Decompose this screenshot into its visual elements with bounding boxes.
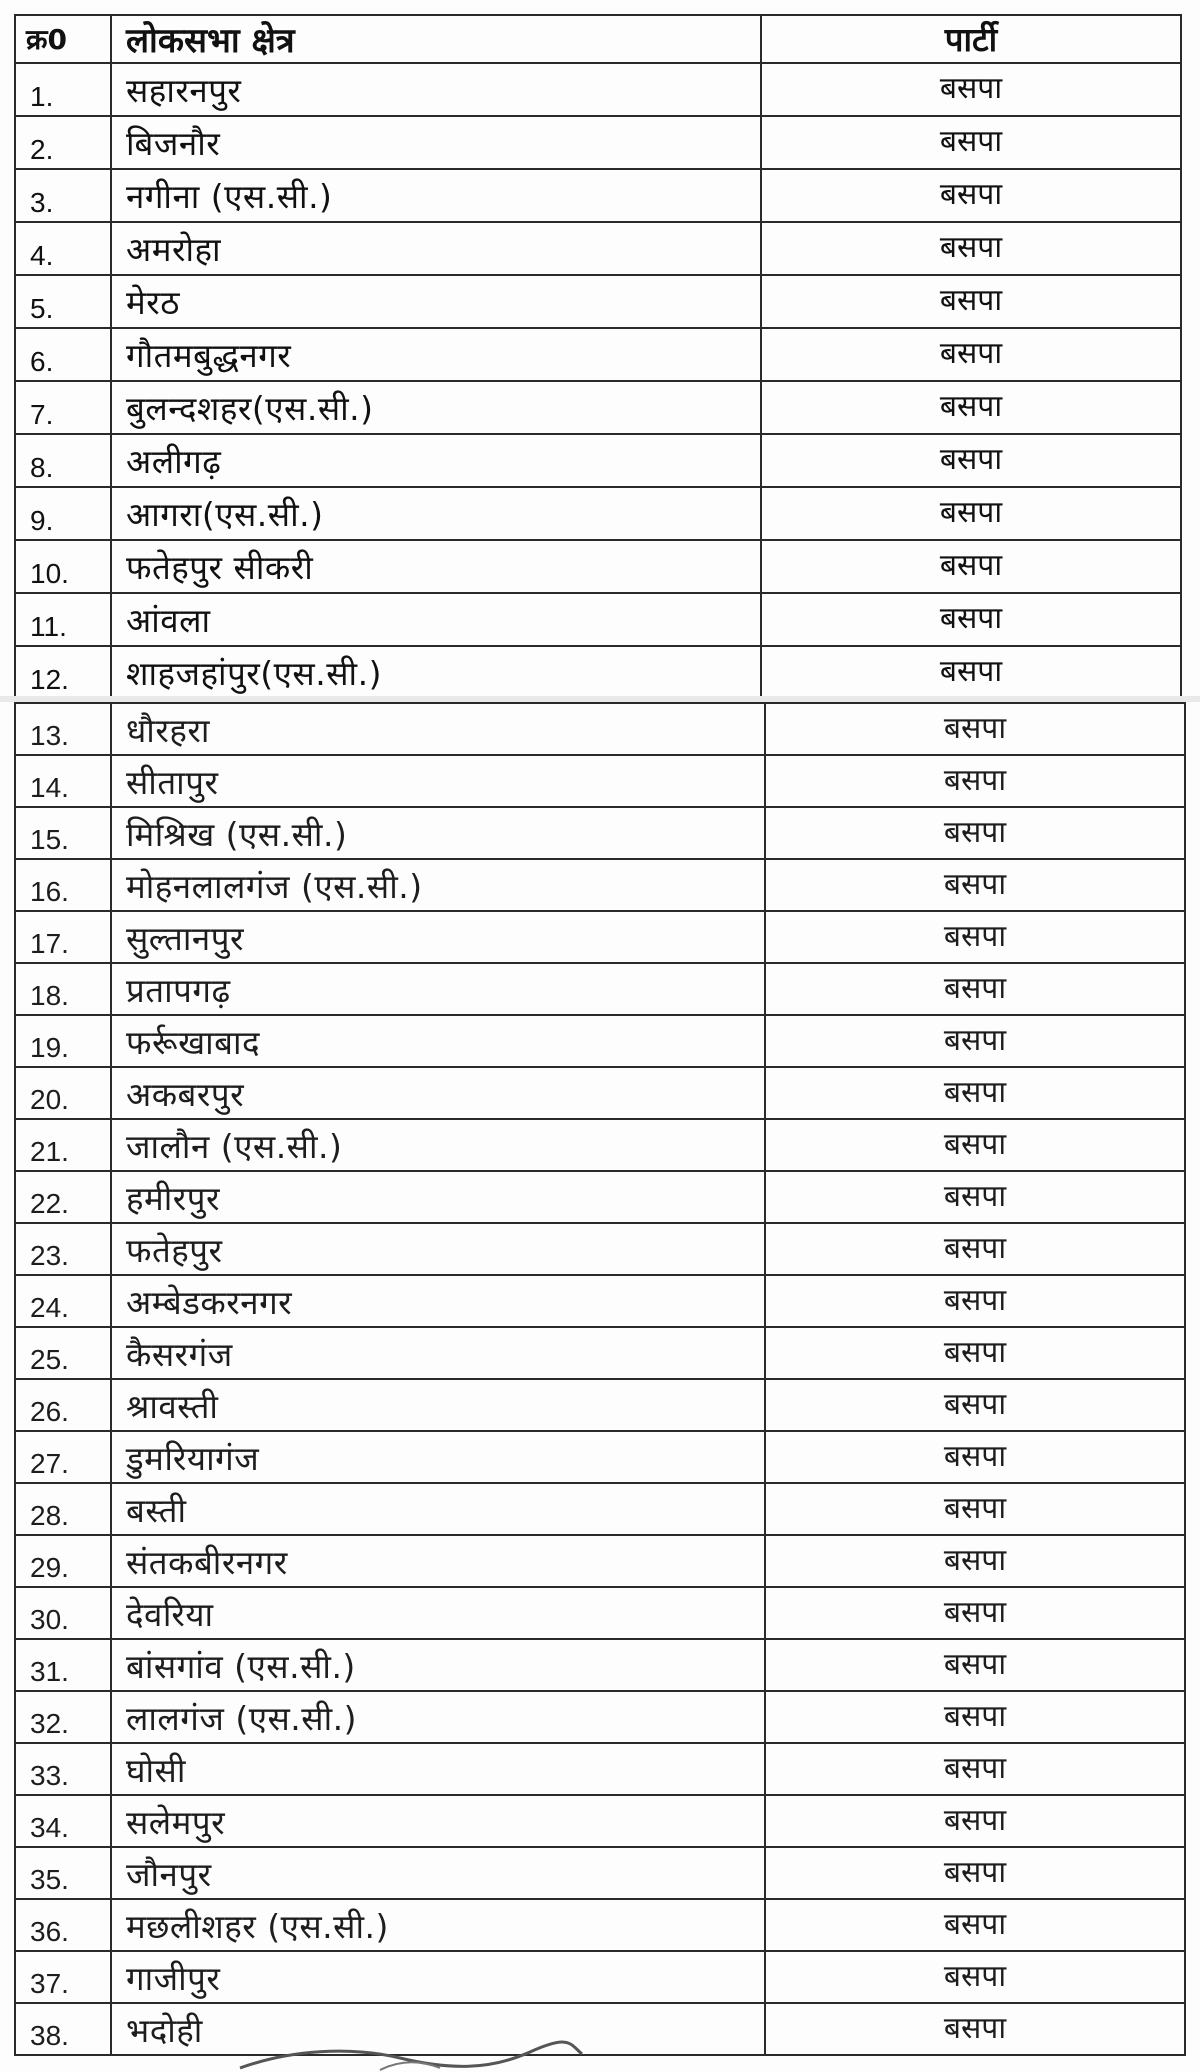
row-party: बसपा bbox=[765, 1535, 1185, 1587]
row-constituency: जालौन (एस.सी.) bbox=[111, 1119, 765, 1171]
table-row bbox=[15, 1483, 1185, 1535]
table-row bbox=[15, 487, 1181, 540]
row-serial: 18. bbox=[15, 963, 111, 1015]
row-party: बसपा bbox=[765, 1171, 1185, 1223]
row-party: बसपा bbox=[765, 1119, 1185, 1171]
row-serial: 37. bbox=[15, 1951, 111, 2003]
row-constituency: सहारनपुर bbox=[111, 63, 761, 116]
table-row bbox=[15, 1795, 1185, 1847]
table-row bbox=[15, 222, 1181, 275]
table-row bbox=[15, 328, 1181, 381]
row-constituency: कैसरगंज bbox=[111, 1327, 765, 1379]
table-row bbox=[15, 1587, 1185, 1639]
table-row bbox=[15, 963, 1185, 1015]
row-party: बसपा bbox=[761, 381, 1181, 434]
table-row bbox=[15, 593, 1181, 646]
row-constituency: अकबरपुर bbox=[111, 1067, 765, 1119]
table-row bbox=[15, 1275, 1185, 1327]
table-row bbox=[15, 1171, 1185, 1223]
row-party: बसपा bbox=[765, 1899, 1185, 1951]
row-serial: 24. bbox=[15, 1275, 111, 1327]
row-constituency: लालगंज (एस.सी.) bbox=[111, 1691, 765, 1743]
row-constituency: बस्ती bbox=[111, 1483, 765, 1535]
row-constituency: फतेहपुर सीकरी bbox=[111, 540, 761, 593]
row-constituency: धौरहरा bbox=[111, 703, 765, 755]
row-constituency: अमरोहा bbox=[111, 222, 761, 275]
row-constituency: मोहनलालगंज (एस.सी.) bbox=[111, 859, 765, 911]
row-constituency: मेरठ bbox=[111, 275, 761, 328]
row-constituency: सीतापुर bbox=[111, 755, 765, 807]
row-constituency: बांसगांव (एस.सी.) bbox=[111, 1639, 765, 1691]
table-row bbox=[15, 859, 1185, 911]
table-row bbox=[15, 911, 1185, 963]
row-party: बसपा bbox=[765, 1015, 1185, 1067]
table-row bbox=[15, 703, 1185, 755]
row-serial: 25. bbox=[15, 1327, 111, 1379]
row-constituency: घोसी bbox=[111, 1743, 765, 1795]
table-row bbox=[15, 1223, 1185, 1275]
row-party: बसपा bbox=[765, 1951, 1185, 2003]
table-row bbox=[15, 169, 1181, 222]
row-constituency: नगीना (एस.सी.) bbox=[111, 169, 761, 222]
row-constituency: डुमरियागंज bbox=[111, 1431, 765, 1483]
table-row bbox=[15, 63, 1181, 116]
table-row bbox=[15, 116, 1181, 169]
row-party: बसपा bbox=[761, 275, 1181, 328]
row-serial: 8. bbox=[15, 434, 111, 487]
row-serial: 28. bbox=[15, 1483, 111, 1535]
row-serial: 10. bbox=[15, 540, 111, 593]
row-serial: 11. bbox=[15, 593, 111, 646]
row-party: बसपा bbox=[765, 963, 1185, 1015]
row-party: बसपा bbox=[765, 1639, 1185, 1691]
header-constituency: लोकसभा क्षेत्र bbox=[111, 15, 761, 63]
row-party: बसपा bbox=[761, 593, 1181, 646]
row-party: बसपा bbox=[765, 1067, 1185, 1119]
row-party: बसपा bbox=[765, 1431, 1185, 1483]
row-serial: 21. bbox=[15, 1119, 111, 1171]
row-party: बसपा bbox=[765, 1327, 1185, 1379]
table-row bbox=[15, 1119, 1185, 1171]
row-party: बसपा bbox=[765, 2003, 1185, 2055]
row-party: बसपा bbox=[765, 1587, 1185, 1639]
row-party: बसपा bbox=[765, 1223, 1185, 1275]
row-constituency: सलेमपुर bbox=[111, 1795, 765, 1847]
row-party: बसपा bbox=[761, 169, 1181, 222]
table-row bbox=[15, 1951, 1185, 2003]
row-constituency: प्रतापगढ़ bbox=[111, 963, 765, 1015]
table-row bbox=[15, 1899, 1185, 1951]
row-constituency: अलीगढ़ bbox=[111, 434, 761, 487]
table-row bbox=[15, 1431, 1185, 1483]
row-serial: 17. bbox=[15, 911, 111, 963]
header-serial: क्र0 bbox=[15, 15, 111, 63]
row-serial: 1. bbox=[15, 63, 111, 116]
row-constituency: फतेहपुर bbox=[111, 1223, 765, 1275]
row-serial: 38. bbox=[15, 2003, 111, 2055]
table-row bbox=[15, 1639, 1185, 1691]
table-row bbox=[15, 1743, 1185, 1795]
row-party: बसपा bbox=[765, 807, 1185, 859]
table-row bbox=[15, 807, 1185, 859]
row-party: बसपा bbox=[765, 911, 1185, 963]
row-serial: 5. bbox=[15, 275, 111, 328]
table-row bbox=[15, 275, 1181, 328]
table-row bbox=[15, 381, 1181, 434]
table-row bbox=[15, 2003, 1185, 2055]
row-party: बसपा bbox=[761, 222, 1181, 275]
row-constituency: सुल्तानपुर bbox=[111, 911, 765, 963]
table-row bbox=[15, 1067, 1185, 1119]
constituency-table-bottom bbox=[14, 702, 1186, 2056]
row-party: बसपा bbox=[761, 434, 1181, 487]
row-serial: 13. bbox=[15, 703, 111, 755]
row-party: बसपा bbox=[761, 116, 1181, 169]
table-row bbox=[15, 1847, 1185, 1899]
row-constituency: गौतमबुद्धनगर bbox=[111, 328, 761, 381]
row-serial: 3. bbox=[15, 169, 111, 222]
row-serial: 22. bbox=[15, 1171, 111, 1223]
row-party: बसपा bbox=[765, 703, 1185, 755]
table-row bbox=[15, 434, 1181, 487]
row-constituency: हमीरपुर bbox=[111, 1171, 765, 1223]
row-party: बसपा bbox=[761, 487, 1181, 540]
table-row bbox=[15, 1691, 1185, 1743]
row-serial: 31. bbox=[15, 1639, 111, 1691]
table-row bbox=[15, 1015, 1185, 1067]
row-party: बसपा bbox=[765, 1743, 1185, 1795]
row-serial: 4. bbox=[15, 222, 111, 275]
row-serial: 27. bbox=[15, 1431, 111, 1483]
row-serial: 9. bbox=[15, 487, 111, 540]
row-constituency: आंवला bbox=[111, 593, 761, 646]
row-constituency: देवरिया bbox=[111, 1587, 765, 1639]
row-party: बसपा bbox=[765, 755, 1185, 807]
row-serial: 32. bbox=[15, 1691, 111, 1743]
row-constituency: श्रावस्ती bbox=[111, 1379, 765, 1431]
row-party: बसपा bbox=[761, 63, 1181, 116]
row-serial: 23. bbox=[15, 1223, 111, 1275]
header-party: पार्टी bbox=[761, 15, 1181, 63]
row-constituency: मिश्रिख (एस.सी.) bbox=[111, 807, 765, 859]
row-serial: 14. bbox=[15, 755, 111, 807]
row-constituency: शाहजहांपुर(एस.सी.) bbox=[111, 646, 761, 699]
row-serial: 6. bbox=[15, 328, 111, 381]
row-serial: 29. bbox=[15, 1535, 111, 1587]
row-serial: 36. bbox=[15, 1899, 111, 1951]
row-constituency: मछलीशहर (एस.सी.) bbox=[111, 1899, 765, 1951]
row-constituency: जौनपुर bbox=[111, 1847, 765, 1899]
row-serial: 12. bbox=[15, 646, 111, 699]
row-constituency: संतकबीरनगर bbox=[111, 1535, 765, 1587]
signature-scribble bbox=[230, 2040, 590, 2072]
row-serial: 7. bbox=[15, 381, 111, 434]
row-party: बसपा bbox=[761, 328, 1181, 381]
table-row bbox=[15, 1379, 1185, 1431]
row-constituency: बुलन्दशहर(एस.सी.) bbox=[111, 381, 761, 434]
row-party: बसपा bbox=[761, 646, 1181, 699]
row-party: बसपा bbox=[765, 1483, 1185, 1535]
row-party: बसपा bbox=[765, 1275, 1185, 1327]
row-party: बसपा bbox=[765, 1691, 1185, 1743]
row-constituency: बिजनौर bbox=[111, 116, 761, 169]
row-serial: 2. bbox=[15, 116, 111, 169]
table-row bbox=[15, 1535, 1185, 1587]
row-serial: 35. bbox=[15, 1847, 111, 1899]
table-header-row bbox=[15, 15, 1181, 63]
row-constituency: गाजीपुर bbox=[111, 1951, 765, 2003]
row-constituency: अम्बेडकरनगर bbox=[111, 1275, 765, 1327]
table-row bbox=[15, 540, 1181, 593]
table-row bbox=[15, 1327, 1185, 1379]
row-serial: 34. bbox=[15, 1795, 111, 1847]
row-constituency: भदोही bbox=[111, 2003, 765, 2055]
row-party: बसपा bbox=[765, 1379, 1185, 1431]
table-row bbox=[15, 755, 1185, 807]
row-party: बसपा bbox=[765, 1795, 1185, 1847]
row-serial: 19. bbox=[15, 1015, 111, 1067]
row-serial: 16. bbox=[15, 859, 111, 911]
row-serial: 26. bbox=[15, 1379, 111, 1431]
row-serial: 30. bbox=[15, 1587, 111, 1639]
row-party: बसपा bbox=[765, 1847, 1185, 1899]
row-constituency: फर्रूखाबाद bbox=[111, 1015, 765, 1067]
table-row bbox=[15, 646, 1181, 699]
row-party: बसपा bbox=[765, 859, 1185, 911]
row-party: बसपा bbox=[761, 540, 1181, 593]
row-serial: 15. bbox=[15, 807, 111, 859]
row-constituency: आगरा(एस.सी.) bbox=[111, 487, 761, 540]
row-serial: 33. bbox=[15, 1743, 111, 1795]
row-serial: 20. bbox=[15, 1067, 111, 1119]
constituency-table-top bbox=[14, 14, 1182, 700]
